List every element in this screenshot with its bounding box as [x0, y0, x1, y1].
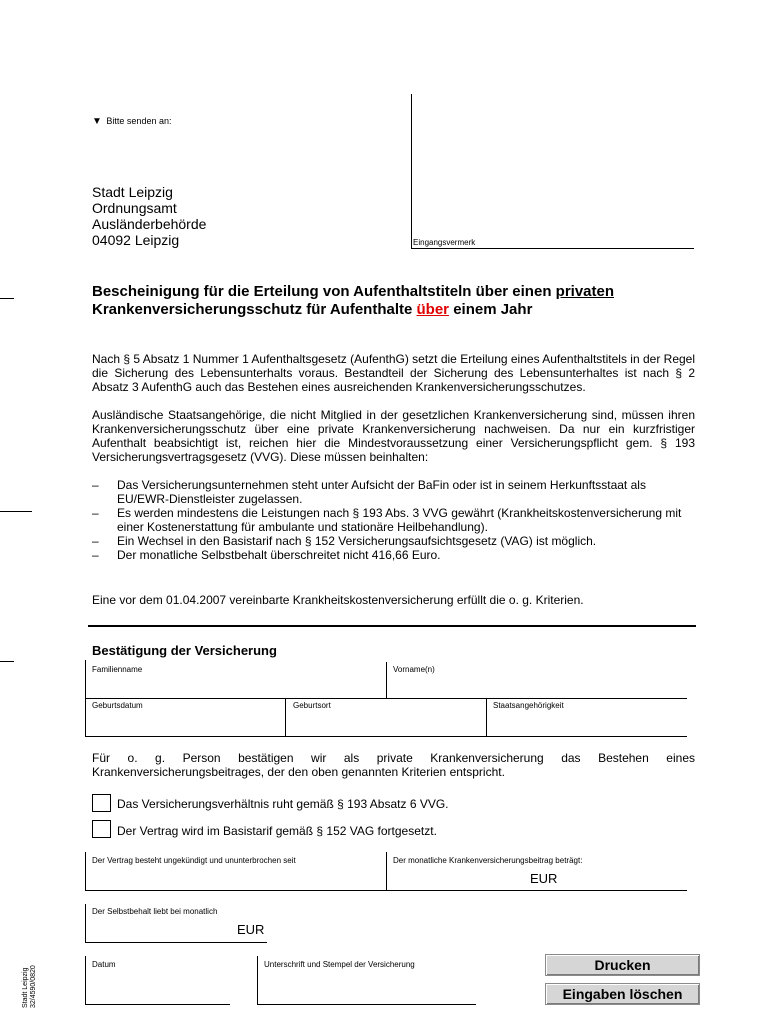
address-line: Stadt Leipzig [92, 184, 173, 200]
triangle-down-icon: ▼ [92, 116, 102, 127]
form-code-issuer: Stadt Leipzig [22, 967, 29, 1008]
title-text: Bescheinigung für die Erteilung von Aufenthaltstiteln über einen [92, 283, 556, 300]
title-highlighted-word: über [416, 301, 450, 318]
field-border [85, 942, 267, 943]
intro-paragraph: Nach § 5 Absatz 1 Nummer 1 Aufenthaltsgesetz (AufenthG) setzt die Erteilung eines Aufenthaltstitels in der Regel die Sicherung des Lebensunterhalts voraus. Bestandteil der Sicherung des Lebensunterhaltes ist nach § 2 Absatz 3 AufenthG auch das Bestehen eines ausreichenden Krankenversicherungsschutzes. [92, 352, 695, 394]
list-item-text: Das Versicherungsunternehmen steht unter Aufsicht der BaFin oder ist in seinem Herkunftsstaat als EU/EWR-Dienstleister zugelassen. [117, 478, 646, 506]
confirmation-text: Für o. g. Person bestätigen wir als private Krankenversicherung das Bestehen eines Krankenversicherungsbeitrages, der den oben genannten Kriterien entspricht. [92, 751, 695, 779]
geburtsort-label: Geburtsort [293, 701, 331, 710]
receipt-box-left-border [411, 94, 412, 249]
selbstbehalt-currency: EUR [237, 922, 265, 937]
list-item [92, 478, 695, 506]
requirements-list [92, 478, 695, 562]
checkbox-ruht-label: Das Versicherungsverhältnis ruht gemäß § 193 Absatz 6 VVG. [117, 797, 449, 811]
clear-inputs-button[interactable]: Eingaben löschen [545, 983, 700, 1005]
monatlicher-beitrag-field[interactable] [387, 867, 527, 889]
address-line: Ausländerbehörde [92, 216, 207, 232]
geburtsdatum-label: Geburtsdatum [92, 701, 143, 710]
title-underlined-word: privaten [555, 283, 615, 300]
datum-label: Datum [92, 960, 116, 969]
form-code [22, 965, 38, 1008]
list-item [92, 534, 695, 548]
section-divider [88, 625, 696, 627]
monatlicher-beitrag-label: Der monatliche Krankenversicherungsbeitrag beträgt: [393, 856, 583, 865]
receipt-stamp-label: Eingangsvermerk [413, 238, 476, 247]
datum-field[interactable] [86, 972, 229, 1003]
title-text: Krankenversicherungsschutz für Aufenthalte [92, 301, 417, 318]
field-border [85, 1004, 230, 1005]
geburtsdatum-field[interactable] [86, 712, 284, 735]
list-item-text: Es werden mindestens die Leistungen nach § 193 Abs. 3 VVG gewährt (Krankheitskostenversicherung mit einer Kostenerstattung für ambulante und stationäre Heilbehandlung). [117, 506, 682, 534]
list-item [92, 506, 695, 534]
recipient-address [92, 184, 206, 248]
page-title [92, 283, 702, 319]
vorname-label: Vorname(n) [393, 665, 435, 674]
vorname-field[interactable] [387, 676, 687, 697]
address-line: 04092 Leipzig [92, 232, 180, 248]
checkbox-ruht[interactable] [92, 794, 111, 812]
dash-bullet: – [92, 548, 99, 562]
vertrag-seit-label: Der Vertrag besteht ungekündigt und ununterbrochen seit [92, 856, 296, 865]
dash-bullet: – [92, 534, 99, 548]
geburtsort-field[interactable] [286, 712, 485, 735]
fold-mark-top [0, 298, 14, 299]
punch-mark [0, 511, 32, 512]
list-item-text: Ein Wechsel in den Basistarif nach § 152 Versicherungsaufsichtsgesetz (VAG) ist möglich. [117, 534, 597, 548]
checkbox-basistarif[interactable] [92, 820, 111, 838]
send-to-text: Bitte senden an: [106, 116, 172, 126]
beitrag-currency: EUR [530, 871, 558, 886]
print-button[interactable]: Drucken [545, 954, 700, 976]
send-to-label [92, 116, 171, 127]
staatsangehoerigkeit-label: Staatsangehörigkeit [493, 701, 564, 710]
checkbox-basistarif-label: Der Vertrag wird im Basistarif gemäß § 152 VAG fortgesetzt. [117, 824, 437, 838]
field-border [85, 698, 687, 699]
requirements-paragraph: Ausländische Staatsangehörige, die nicht Mitglied in der gesetzlichen Krankenversicherung sind, müssen ihren Krankenversicherungsschutz über eine private Krankenversicherung nachweisen. Da nur ein kurzfristiger Aufenthalt beabsichtigt ist, reichen hier die Mindestvoraussetzung einer Versicherungspflicht gem. § 193 Versicherungsvertragsgesetz (VVG). Diese müssen beinhalten: [92, 408, 695, 464]
address-line: Ordnungsamt [92, 200, 177, 216]
fold-mark-bottom [0, 661, 14, 662]
selbstbehalt-field[interactable] [86, 919, 234, 941]
title-text: einem Jahr [449, 301, 533, 318]
dash-bullet: – [92, 478, 99, 492]
selbstbehalt-label: Der Selbstbehalt liebt bei monatlich [92, 907, 218, 916]
note-paragraph: Eine vor dem 01.04.2007 vereinbarte Krankheitskostenversicherung erfüllt die o. g. Kriterien. [92, 593, 584, 607]
receipt-box-bottom-border [411, 248, 694, 249]
form-code-number: 32/4590/0820 [30, 965, 37, 1008]
signature-field[interactable] [258, 972, 475, 1003]
list-item-text: Der monatliche Selbstbehalt überschreitet nicht 416,66 Euro. [117, 548, 441, 562]
vertrag-seit-field[interactable] [86, 867, 385, 889]
staatsangehoerigkeit-field[interactable] [487, 712, 687, 735]
dash-bullet: – [92, 506, 99, 520]
familienname-label: Familienname [92, 665, 143, 674]
field-border [85, 736, 687, 737]
field-border [85, 890, 687, 891]
field-border [257, 1004, 476, 1005]
familienname-field[interactable] [86, 676, 385, 697]
unterschrift-label: Unterschrift und Stempel der Versicherung [264, 960, 415, 969]
section-title: Bestätigung der Versicherung [92, 643, 277, 658]
list-item [92, 548, 695, 562]
